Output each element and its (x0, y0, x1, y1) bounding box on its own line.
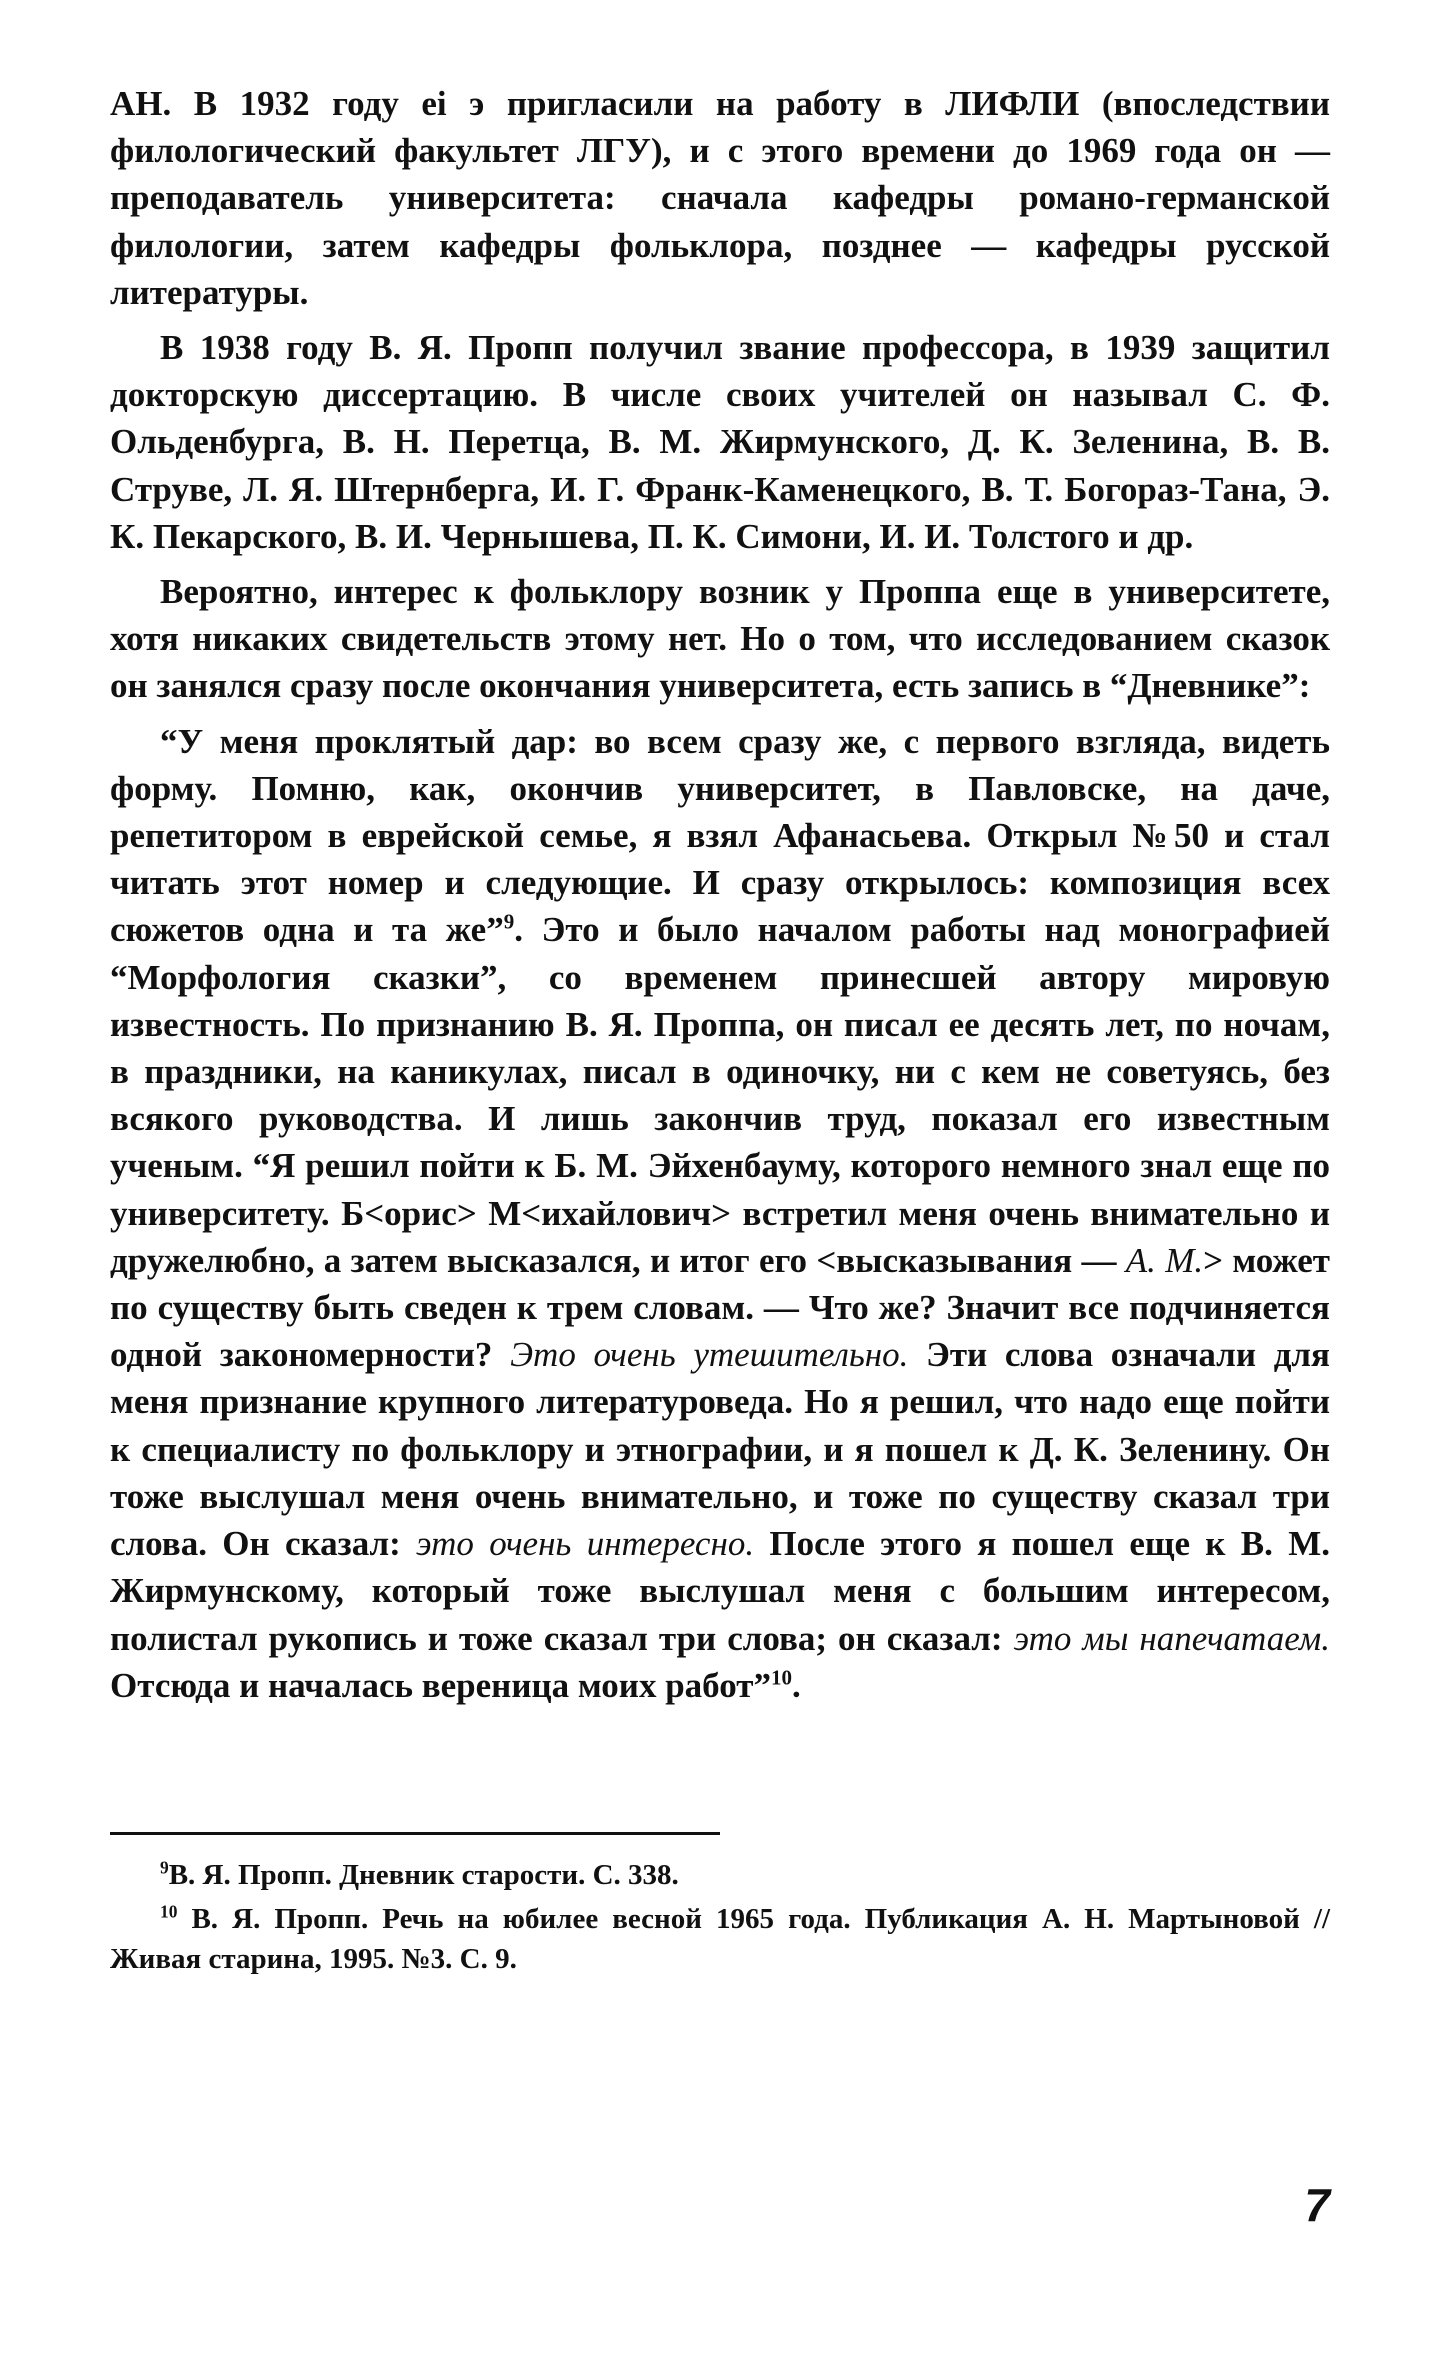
footnote-text: В. Я. Пропп. Речь на юбилее весной 1965 года. Публикация А. Н. Мартыновой // Живая старина, 1995. №3. С. 9. (110, 1903, 1331, 1975)
footnote-number: 9 (160, 1857, 169, 1878)
quote-initials: А. М. (1125, 1240, 1204, 1280)
footnote-text: В. Я. Пропп. Дневник старости. С. 338. (168, 1859, 679, 1891)
page-number: 7 (1304, 2179, 1330, 2231)
quote-text-7: . (791, 1665, 801, 1705)
paragraph-1: АН. В 1932 году еі э пригласили на работу в ЛИФЛИ (впоследствии филологический факультет ЛГУ), и с этого времени до 1969 года он — преподаватель университета: сначала кафедры романо-германской филологии, затем кафедры фольклора, позднее — кафедры русской литературы. (110, 84, 1330, 312)
footnotes (110, 1855, 1330, 1983)
quote-italic-2: это очень интересно. (416, 1524, 755, 1564)
footnote-number: 10 (160, 1901, 178, 1922)
footnote-10 (110, 1899, 1330, 1979)
quote-text-3: > может по существу быть сведен к трем словам. — Что же? Значит все подчиняется одной закономерности? (110, 1240, 1330, 1375)
quote-text-6: Отсюда и началась вереница моих работ” (110, 1665, 771, 1705)
quote-text-5: После этого я пошел еще к В. М. Жирмунскому, который тоже выслушал меня с большим интересом, полистал рукопись и тоже сказал три слова; он сказал: (110, 1524, 1331, 1658)
footnote-ref-9[interactable]: 9 (503, 909, 515, 934)
quote-paragraph (110, 718, 1330, 1709)
quote-text-4: Эти слова означали для меня признание крупного литературоведа. Но я решил, что надо еще пойти к специалисту по фольклору и этнографии, и я пошел к Д. К. Зеленину. Он тоже выслушал меня очень внимательно, и тоже по существу сказал три слова. Он сказал: (110, 1335, 1330, 1564)
paragraph-3: Вероятно, интерес к фольклору возник у Проппа еще в университете, хотя никаких свидетельств этому нет. Но о том, что исследованием сказок он занялся сразу после окончания университета, есть запись в “Дневнике”: (110, 572, 1330, 706)
paragraph-2: В 1938 году В. Я. Пропп получил звание профессора, в 1939 защитил докторскую диссертацию. В числе своих учителей он называл С. Ф. Ольденбурга, В. Н. Перетца, В. М. Жирмунского, Д. К. Зеленина, В. В. Струве, Л. Я. Штернберга, И. Г. Франк-Каменецкого, В. Т. Богораз-Тана, Э. К. Пекарского, В. И. Чернышева, П. К. Симони, И. И. Толстого и др. (110, 328, 1330, 556)
page (110, 80, 1330, 2300)
footnote-divider (110, 1832, 720, 1835)
footnote-ref-10[interactable]: 10 (770, 1665, 792, 1690)
quote-text-1: “У меня проклятый дар: во всем сразу же, с первого взгляда, видеть форму. Помню, как, окончив университет, в Павловске, на даче, репетитором в еврейской семье, я взял Афанасьева. Открыл №50 и стал читать этот номер и следующие. И сразу открылось: композиция всех сюжетов одна и та же” (110, 721, 1330, 950)
quote-italic-3: это мы напечатаем. (1013, 1618, 1330, 1658)
footnote-9 (110, 1855, 1330, 1895)
quote-italic-1: Это очень утешительно. (510, 1335, 909, 1375)
quote-text-2: . Это и было началом работы над монографией “Морфология сказки”, со временем принесшей автору мировую известность. По признанию В. Я. Проппа, он писал ее десять лет, по ночам, в праздники, на каникулах, писал в одиночку, ни с кем не советуясь, без всякого руководства. И лишь закончив труд, показал его известным ученым. “Я решил пойти к Б. М. Эйхенбауму, которого немного знал еще по университету. Б<орис> М<ихайлович> встретил меня очень внимательно и дружелюбно, а затем высказался, и итог его <высказывания — (110, 910, 1330, 1280)
